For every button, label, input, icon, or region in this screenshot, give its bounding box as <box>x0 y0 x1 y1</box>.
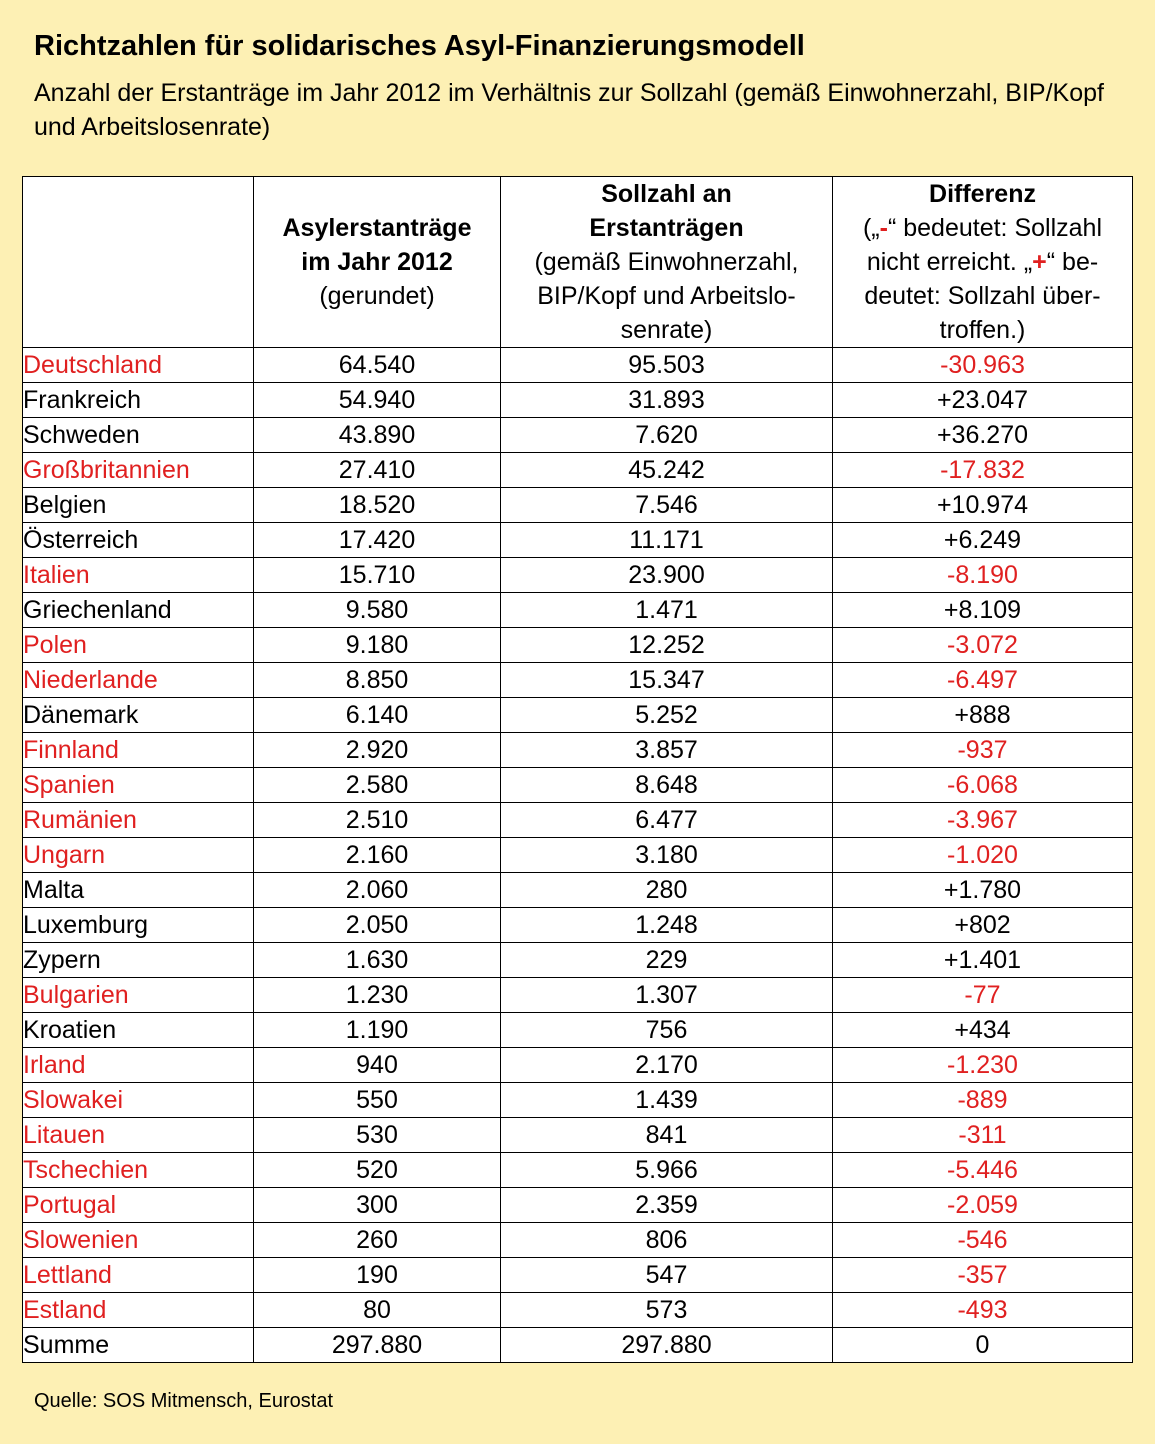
antraege-cell: 6.140 <box>254 698 501 733</box>
country-cell: Zypern <box>23 943 254 978</box>
table-row <box>23 1013 1133 1048</box>
table-row <box>23 523 1133 558</box>
antraege-cell: 2.160 <box>254 838 501 873</box>
antraege-cell: 1.230 <box>254 978 501 1013</box>
differenz-cell: -77 <box>833 978 1133 1013</box>
header-differenz-line2 <box>833 211 1132 245</box>
differenz-cell: -30.963 <box>833 348 1133 383</box>
sollzahl-cell: 31.893 <box>501 383 833 418</box>
sollzahl-cell: 1.248 <box>501 908 833 943</box>
header-differenz-line1: Differenz <box>929 180 1036 208</box>
sollzahl-cell: 7.620 <box>501 418 833 453</box>
table-row <box>23 348 1133 383</box>
antraege-cell: 190 <box>254 1258 501 1293</box>
table-row <box>23 873 1133 908</box>
antraege-cell: 27.410 <box>254 453 501 488</box>
antraege-cell: 8.850 <box>254 663 501 698</box>
page-subtitle: Anzahl der Erstanträge im Jahr 2012 im Verhältnis zur Sollzahl (gemäß Einwohnerzahl, BIP/Kopf und Arbeitslosenrate) <box>34 79 1104 141</box>
differenz-cell: -937 <box>833 733 1133 768</box>
table-row <box>23 1328 1133 1363</box>
header-antraege-line3: (gerundet) <box>319 282 435 310</box>
country-cell: Schweden <box>23 418 254 453</box>
antraege-cell: 260 <box>254 1223 501 1258</box>
country-cell: Deutschland <box>23 348 254 383</box>
country-cell: Frankreich <box>23 383 254 418</box>
differenz-cell: +434 <box>833 1013 1133 1048</box>
table-row <box>23 908 1133 943</box>
country-cell: Niederlande <box>23 663 254 698</box>
differenz-cell: -3.072 <box>833 628 1133 663</box>
country-cell: Österreich <box>23 523 254 558</box>
table-row <box>23 803 1133 838</box>
differenz-cell: -6.497 <box>833 663 1133 698</box>
country-cell: Malta <box>23 873 254 908</box>
header-sollzahl-line4: BIP/Kopf und Arbeitslo- <box>537 282 796 310</box>
antraege-cell: 15.710 <box>254 558 501 593</box>
differenz-cell: -311 <box>833 1118 1133 1153</box>
antraege-cell: 2.050 <box>254 908 501 943</box>
sollzahl-cell: 547 <box>501 1258 833 1293</box>
header-differenz <box>833 177 1133 348</box>
country-cell: Rumänien <box>23 803 254 838</box>
country-cell: Großbritannien <box>23 453 254 488</box>
country-cell: Polen <box>23 628 254 663</box>
country-cell: Ungarn <box>23 838 254 873</box>
table-row <box>23 768 1133 803</box>
sollzahl-cell: 756 <box>501 1013 833 1048</box>
differenz-cell: +802 <box>833 908 1133 943</box>
antraege-cell: 2.060 <box>254 873 501 908</box>
asylum-table <box>22 176 1133 1363</box>
table-row <box>23 698 1133 733</box>
sollzahl-cell: 6.477 <box>501 803 833 838</box>
table-row <box>23 488 1133 523</box>
antraege-cell: 17.420 <box>254 523 501 558</box>
header-differenz-l2b: “ bedeutet: Sollzahl <box>887 214 1102 242</box>
table-row <box>23 1188 1133 1223</box>
country-cell: Summe <box>23 1328 254 1363</box>
sollzahl-cell: 3.180 <box>501 838 833 873</box>
country-cell: Italien <box>23 558 254 593</box>
table-row <box>23 978 1133 1013</box>
country-cell: Griechenland <box>23 593 254 628</box>
table-row <box>23 1083 1133 1118</box>
differenz-cell: +6.249 <box>833 523 1133 558</box>
country-cell: Portugal <box>23 1188 254 1223</box>
header-antraege-line1: Asylerstanträge <box>282 214 472 242</box>
sollzahl-cell: 3.857 <box>501 733 833 768</box>
table-row <box>23 838 1133 873</box>
differenz-cell: -546 <box>833 1223 1133 1258</box>
header-differenz-l3a: nicht erreicht. „ <box>866 248 1033 276</box>
sollzahl-cell: 5.252 <box>501 698 833 733</box>
differenz-cell: +23.047 <box>833 383 1133 418</box>
header-antraege <box>254 177 501 348</box>
sollzahl-cell: 11.171 <box>501 523 833 558</box>
differenz-cell: 0 <box>833 1328 1133 1363</box>
table-row <box>23 663 1133 698</box>
country-cell: Spanien <box>23 768 254 803</box>
antraege-cell: 1.190 <box>254 1013 501 1048</box>
sollzahl-cell: 12.252 <box>501 628 833 663</box>
header-differenz-l2a: („ <box>862 214 880 242</box>
country-cell: Kroatien <box>23 1013 254 1048</box>
sollzahl-cell: 45.242 <box>501 453 833 488</box>
sollzahl-cell: 2.359 <box>501 1188 833 1223</box>
country-cell: Estland <box>23 1293 254 1328</box>
antraege-cell: 9.180 <box>254 628 501 663</box>
page-title: Richtzahlen für solidarisches Asyl-Finanzierungsmodell <box>34 30 805 62</box>
header-differenz-l3b: “ be- <box>1046 248 1099 276</box>
differenz-cell: +1.401 <box>833 943 1133 978</box>
sollzahl-cell: 8.648 <box>501 768 833 803</box>
table-row <box>23 453 1133 488</box>
differenz-cell: +8.109 <box>833 593 1133 628</box>
header-sollzahl-line1: Sollzahl an <box>601 180 732 208</box>
header-sollzahl-line5: senrate) <box>620 316 713 344</box>
table-row <box>23 383 1133 418</box>
table-row <box>23 733 1133 768</box>
differenz-cell: +888 <box>833 698 1133 733</box>
differenz-cell: -2.059 <box>833 1188 1133 1223</box>
antraege-cell: 80 <box>254 1293 501 1328</box>
country-cell: Irland <box>23 1048 254 1083</box>
country-cell: Luxemburg <box>23 908 254 943</box>
sollzahl-cell: 5.966 <box>501 1153 833 1188</box>
differenz-cell: -8.190 <box>833 558 1133 593</box>
sollzahl-cell: 1.307 <box>501 978 833 1013</box>
differenz-cell: +36.270 <box>833 418 1133 453</box>
source-note: Quelle: SOS Mitmensch, Eurostat <box>34 1390 334 1412</box>
header-differenz-line5: troffen.) <box>939 316 1026 344</box>
antraege-cell: 520 <box>254 1153 501 1188</box>
antraege-cell: 54.940 <box>254 383 501 418</box>
antraege-cell: 940 <box>254 1048 501 1083</box>
antraege-cell: 2.510 <box>254 803 501 838</box>
table-row <box>23 943 1133 978</box>
antraege-cell: 297.880 <box>254 1328 501 1363</box>
sollzahl-cell: 573 <box>501 1293 833 1328</box>
header-differenz-minus: - <box>879 214 888 242</box>
header-country <box>23 177 254 348</box>
differenz-cell: -17.832 <box>833 453 1133 488</box>
header-sollzahl-line3: (gemäß Einwohnerzahl, <box>534 248 799 276</box>
differenz-cell: -6.068 <box>833 768 1133 803</box>
sollzahl-cell: 1.439 <box>501 1083 833 1118</box>
header-differenz-line3 <box>833 245 1132 279</box>
table-header-row <box>23 177 1133 348</box>
antraege-cell: 64.540 <box>254 348 501 383</box>
antraege-cell: 2.580 <box>254 768 501 803</box>
country-cell: Belgien <box>23 488 254 523</box>
header-sollzahl-line2: Erstanträgen <box>589 214 744 242</box>
table-row <box>23 1153 1133 1188</box>
header-sollzahl <box>501 177 833 348</box>
sollzahl-cell: 1.471 <box>501 593 833 628</box>
table-row <box>23 1293 1133 1328</box>
header-antraege-line2: im Jahr 2012 <box>301 248 453 276</box>
sollzahl-cell: 229 <box>501 943 833 978</box>
differenz-cell: -357 <box>833 1258 1133 1293</box>
country-cell: Slowakei <box>23 1083 254 1118</box>
table-row <box>23 593 1133 628</box>
table-row <box>23 1048 1133 1083</box>
antraege-cell: 2.920 <box>254 733 501 768</box>
table-row <box>23 1223 1133 1258</box>
sollzahl-cell: 95.503 <box>501 348 833 383</box>
antraege-cell: 550 <box>254 1083 501 1118</box>
sollzahl-cell: 280 <box>501 873 833 908</box>
table-row <box>23 1118 1133 1153</box>
differenz-cell: +1.780 <box>833 873 1133 908</box>
differenz-cell: -493 <box>833 1293 1133 1328</box>
antraege-cell: 9.580 <box>254 593 501 628</box>
differenz-cell: -1.020 <box>833 838 1133 873</box>
country-cell: Litauen <box>23 1118 254 1153</box>
antraege-cell: 530 <box>254 1118 501 1153</box>
country-cell: Slowenien <box>23 1223 254 1258</box>
differenz-cell: -1.230 <box>833 1048 1133 1083</box>
antraege-cell: 18.520 <box>254 488 501 523</box>
table-row <box>23 628 1133 663</box>
differenz-cell: -889 <box>833 1083 1133 1118</box>
country-cell: Dänemark <box>23 698 254 733</box>
antraege-cell: 1.630 <box>254 943 501 978</box>
sollzahl-cell: 806 <box>501 1223 833 1258</box>
table-row <box>23 1258 1133 1293</box>
country-cell: Finnland <box>23 733 254 768</box>
country-cell: Bulgarien <box>23 978 254 1013</box>
sollzahl-cell: 15.347 <box>501 663 833 698</box>
country-cell: Tschechien <box>23 1153 254 1188</box>
sollzahl-cell: 2.170 <box>501 1048 833 1083</box>
sollzahl-cell: 23.900 <box>501 558 833 593</box>
table-row <box>23 558 1133 593</box>
sollzahl-cell: 7.546 <box>501 488 833 523</box>
sollzahl-cell: 297.880 <box>501 1328 833 1363</box>
sollzahl-cell: 841 <box>501 1118 833 1153</box>
table-row <box>23 418 1133 453</box>
country-cell: Lettland <box>23 1258 254 1293</box>
header-differenz-plus: + <box>1032 248 1047 276</box>
differenz-cell: +10.974 <box>833 488 1133 523</box>
table-body <box>23 348 1133 1363</box>
antraege-cell: 43.890 <box>254 418 501 453</box>
antraege-cell: 300 <box>254 1188 501 1223</box>
differenz-cell: -5.446 <box>833 1153 1133 1188</box>
header-differenz-line4: deutet: Sollzahl über- <box>864 282 1101 310</box>
differenz-cell: -3.967 <box>833 803 1133 838</box>
